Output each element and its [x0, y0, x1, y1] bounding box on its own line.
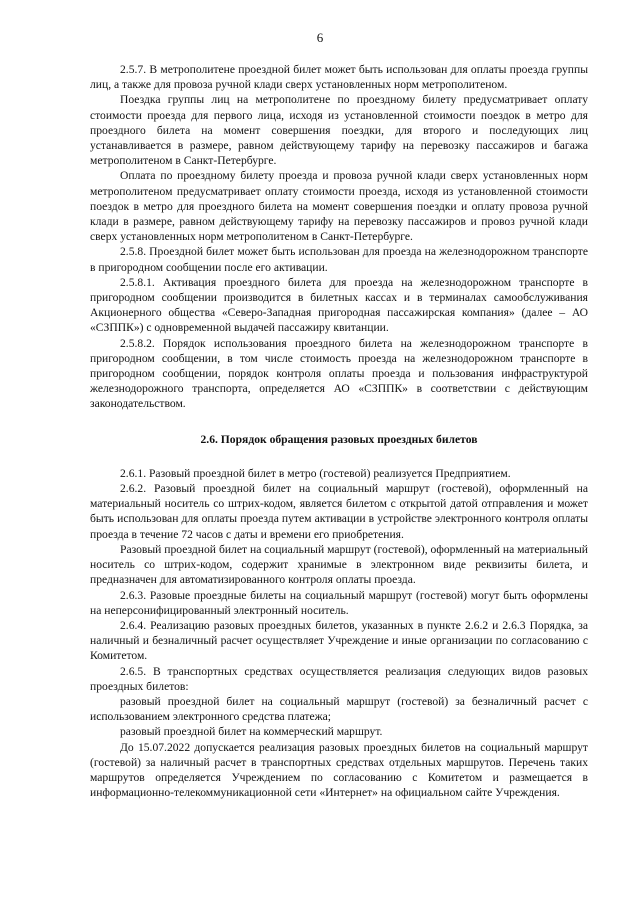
- paragraph-barcode-ticket: Разовый проездной билет на социальный маршрут (гостевой), оформленный на материальный носитель со штрих-кодом, содержит хранимые в электронном виде реквизиты билета, и предназначен для автоматизированного контроля оплаты проезда.: [90, 542, 588, 587]
- paragraph-2-6-4: 2.6.4. Реализацию разовых проездных билетов, указанных в пункте 2.6.2 и 2.6.3 Порядка, за наличный и безналичный расчет осуществляет Учреждение и иные организации по согласованию с Комитетом.: [90, 618, 588, 663]
- paragraph-commercial-ticket: разовый проездной билет на коммерческий маршрут.: [120, 725, 383, 739]
- document-body: [90, 62, 588, 800]
- paragraph-2-5-8-2: 2.5.8.2. Порядок использования проездного билета на железнодорожном транспорте в пригородном сообщении, в том числе стоимость проезда на железнодорожном транспорте в пригородном сообщении, порядок контроля оплаты проезда и пользования инфраструктурой железнодорожного транспорта, определяется АО «СЗППК» в соответствии с действующим законодательством.: [90, 336, 588, 411]
- paragraph-2-6-2: 2.6.2. Разовый проездной билет на социальный маршрут (гостевой), оформленный на материальный носитель со штрих-кодом, является билетом с открытой датой отправления и может быть использован для оплаты проезда путем активации в устройстве электронного контроля оплаты проезда в течение 72 часов с даты и времени его приобретения.: [90, 482, 588, 541]
- paragraph-cashless-ticket: разовый проездной билет на социальный маршрут (гостевой) за безналичный расчет с использованием электронного средства платежа;: [90, 694, 588, 724]
- paragraph-group-travel: Поездка группы лиц на метрополитене по проездному билету предусматривает оплату стоимости проезда для первого лица, исходя из установленной стоимости поездок в метро для проездного билета на момент совершения поездки, для второго и последующих лиц устанавливается в размере, равном действующему тарифу на перевозку пассажиров и багажа метрополитеном в Санкт-Петербурге.: [90, 93, 588, 168]
- page-number: 6: [316, 30, 324, 45]
- paragraph-2-5-8-1: 2.5.8.1. Активация проездного билета для проезда на железнодорожном транспорте в пригородном сообщении производится в билетных кассах и в терминалах самообслуживания Акционерного общества «Северо-Западная пригородная пассажирская компания» (далее – АО «СЗППК») с одновременной выдачей пассажиру квитанции.: [90, 275, 588, 335]
- paragraph-2-5-7: 2.5.7. В метрополитене проездной билет может быть использован для оплаты проезда группы лиц, а также для провоза ручной клади сверх установленных норм метрополитеном.: [90, 63, 588, 92]
- paragraph-2-6-1: 2.6.1. Разовый проездной билет в метро (гостевой) реализуется Предприятием.: [120, 466, 511, 480]
- paragraph-2-5-8: 2.5.8. Проездной билет может быть использован для проезда на железнодорожном транспорте в пригородном сообщении после его активации.: [90, 245, 588, 274]
- section-heading: 2.6. Порядок обращения разовых проездных билетов: [200, 432, 478, 446]
- paragraph-2-6-5: 2.6.5. В транспортных средствах осуществляется реализация следующих видов разовых проездных билетов:: [90, 664, 588, 693]
- paragraph-cash-sales-until: До 15.07.2022 допускается реализация разовых проездных билетов на социальный маршрут (гостевой) за наличный расчет в транспортных средствах отдельных маршрутов. Перечень таких маршрутов определяется Учреждением по согласованию с Комитетом и размещается в информационно-телекоммуникационной сети «Интернет» на официальном сайте Учреждения.: [90, 740, 588, 800]
- paragraph-2-6-3: 2.6.3. Разовые проездные билеты на социальный маршрут (гостевой) могут быть оформлены на неперсонифицированный электронный носитель.: [90, 588, 588, 617]
- paragraph-luggage-payment: Оплата по проездному билету проезда и провоза ручной клади сверх установленных норм метрополитеном предусматривает оплату стоимости проезда, исходя из установленной стоимости поездок в метро для проездного билета на момент совершения поездки и оплату провоза ручной клади в размере, равном действующему тарифу на перевозку пассажиров и провоз ручной клади сверх установленных норм метрополитеном в Санкт-Петербурге.: [90, 169, 588, 244]
